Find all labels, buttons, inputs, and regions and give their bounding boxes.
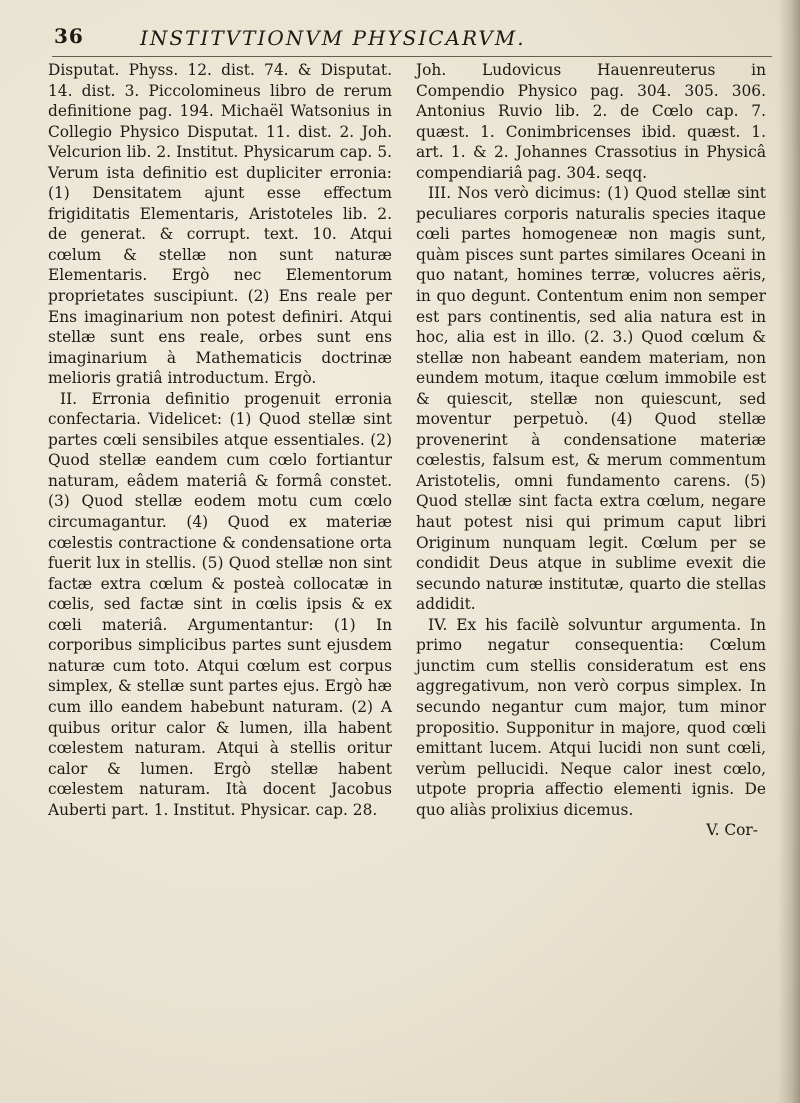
running-title: INSTITVTIONVM PHYSICARVM. — [140, 26, 526, 50]
paragraph: III. Nos verò dicimus: (1) Quod stellæ sint peculiares corporis naturalis species itaque cœli partes homogeneæ non magis sunt, quàm pisces sunt partes similares Oceani in quo natant, homines terræ, volucres aëris, in quo degunt. Contentum enim non semper est pars continentis, sed alia natura est in hoc, alia est in illo. (2. 3.) Quod cœlum & stellæ non habeant eandem materiam, non eundem motum, itaque cœlum immobile est & quiescit, stellæ non quiescunt, sed moventur perpetuò. (4) Quod stellæ provenerint à condensatione materiæ cœlestis, falsum est, & merum commentum Aristotelis, omni fundamento carens. (5) Quod stellæ sint facta extra cœlum, negare haut potest nisi qui primum caput libri Originum nunquam legit. Cœlum per se condidit Deus atque in sublime evexit die secundo naturæ institutæ, quarto die stellas addidit. — [416, 184, 766, 614]
paragraph: II. Erronia definitio progenuit erronia confectaria. Videlicet: (1) Quod stellæ sint partes cœli sensibiles atque essentiales. (2) Quod stellæ eandem cum cœlo fortiantur naturam, eâdem materiâ & formâ constet. (3) Quod stellæ eodem motu cum cœlo circumagantur. (4) Quod ex materiæ cœlestis contractione & condensatione orta fuerit lux in stellis. (5) Quod stellæ non sint factæ extra cœlum & posteà collocatæ in cœlis, sed factæ sint in cœlis ipsis & ex cœli materiâ. Argumentantur: (1) In corporibus simplicibus partes sunt ejusdem naturæ cum toto. Atqui cœlum est corpus simplex, & stellæ sunt partes ejus. Ergò hæ cum illo eandem habebunt naturam. (2) A quibus oritur calor & lumen, illa habent cœlestem naturam. Atqui à stellis oritur calor & lumen. Ergò stellæ habent cœlestem naturam. Ità docent Jacobus Auberti part. 1. Institut. Physicar. cap. 28. — [48, 389, 392, 819]
paragraph: Disputat. Physs. 12. dist. 74. & Disputat. 14. dist. 3. Piccolomineus libro de rerum definitione pag. 194. Michaël Watsonius in Collegio Physico Disputat. 11. dist. 2. Joh. Velcurion lib. 2. Institut. Physicarum cap. 5. Verum ista definitio est dupliciter erronia: (1) Densitatem ajunt esse effectum frigiditatis Elementaris, Aristoteles lib. 2. de generat. & corrupt. text. 10. Atqui cœlum & stellæ non sunt naturæ Elementaris. Ergò nec Elementorum proprietates suscipiunt. (2) Ens reale per Ens imaginarium non potest definiri. Atqui stellæ sunt ens reale, orbes sunt ens imaginarium à Mathematicis doctrinæ melioris gratiâ introductum. Ergò. — [48, 61, 392, 388]
page-header — [52, 20, 782, 54]
catchword: V. Cor- — [706, 821, 758, 840]
paragraph: IV. Ex his facilè solvuntur argumenta. In primo negatur consequentia: Cœlum junctim cum stellis consideratum est ens aggregativum, non verò corpus simplex. In secundo negantur cum major, tum minor propositio. Supponitur in majore, quod cœli emittant lucem. Atqui lucidi non sunt cœli, verùm pellucidi. Neque calor inest cœlo, utpote propria affectio elementi ignis. De quo aliàs prolixius dicemus. — [416, 615, 766, 819]
page-number: 36 — [54, 24, 84, 48]
page-edge-shadow — [778, 0, 800, 1103]
right-column — [416, 60, 766, 841]
left-column — [48, 60, 392, 820]
header-rule — [52, 56, 772, 57]
paragraph: Joh. Ludovicus Hauenreuterus in Compendio Physico pag. 304. 305. 306. Antonius Ruvio lib. 2. de Cœlo cap. 7. quæst. 1. Conimbricenses ibid. quæst. 1. art. 1. & 2. Johannes Crassotius in Physicâ compendiariâ pag. 304. seqq. — [416, 61, 766, 182]
